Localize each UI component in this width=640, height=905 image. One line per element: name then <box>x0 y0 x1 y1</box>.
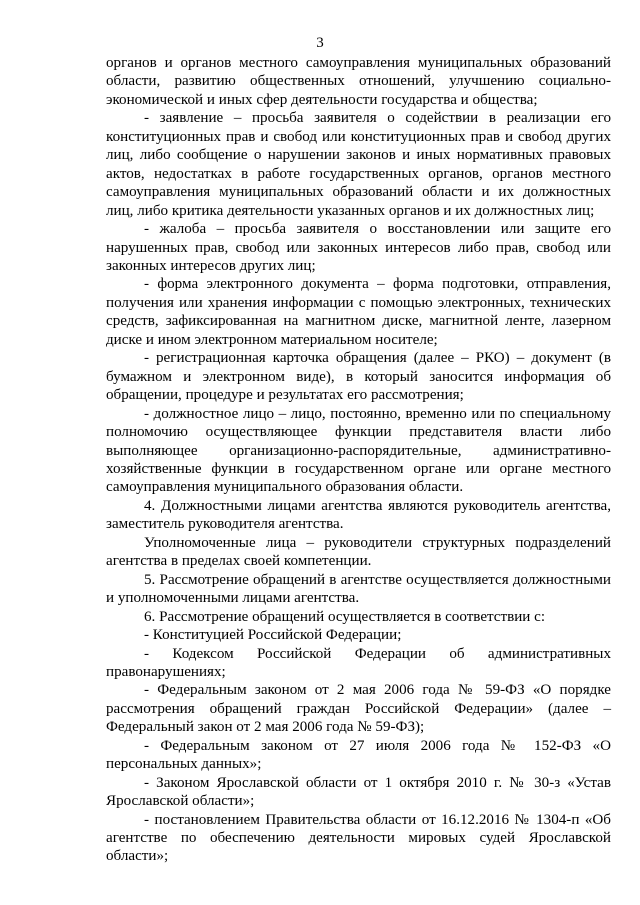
clause-5: 5. Рассмотрение обращений в агентстве осуществляется должностными и уполномоченными лицами агентства. <box>106 571 611 607</box>
law-59-fz: - Федеральным законом от 2 мая 2006 года № 59-ФЗ «О порядке рассмотрения обращений граждан Российской Федерации» (далее – Федеральный закон от 2 мая 2006 года № 59-ФЗ); <box>106 682 611 736</box>
definition-electronic-document: - форма электронного документа – форма подготовки, отправления, получения или хранения информации с помощью электронных, технических средств, зафиксированная на магнитном диске, магнитной ленте, лазерном диске и ином электронном материальном носителе; <box>106 276 611 348</box>
law-152-fz: - Федеральным законом от 27 июля 2006 года № 152-ФЗ «О персональных данных»; <box>106 737 611 773</box>
definition-rko: - регистрационная карточка обращения (далее – РКО) – документ (в бумажном и электронном виде), в который заносится информация об обращении, процедуре и результатах его рассмотрения; <box>106 350 611 404</box>
definition-zayavlenie: - заявление – просьба заявителя о содействии в реализации его конституционных прав и свобод или конституционных прав и свобод других лиц, либо сообщение о нарушении законов и иных нормативных правовых актов, недостатках в работе государственных органов, органов местного самоуправления муниципальных образований области и их должностных лиц, либо критика деятельности указанных органов и их должностных лиц; <box>106 110 611 219</box>
page-number: 3 <box>316 35 324 51</box>
resolution-1304-p: - постановлением Правительства области от 16.12.2016 № 1304-п «Об агентстве по обеспечению деятельности мировых судей Ярославской области»; <box>106 811 611 865</box>
law-30-z: - Законом Ярославской области от 1 октября 2010 г. № 30-з «Устав Ярославской области»; <box>106 774 611 810</box>
definition-official: - должностное лицо – лицо, постоянно, временно или по специальному полномочию осуществляющее функции представителя власти либо выполняющее организационно-распорядительные, административно-хозяйственные функции в государственном органе или органе местного самоуправления муниципального образования области. <box>106 405 611 496</box>
clause-4: 4. Должностными лицами агентства являются руководитель агентства, заместитель руководителя агентства. <box>106 497 611 533</box>
law-koap: - Кодексом Российской Федерации об административных правонарушениях; <box>106 645 611 680</box>
clause-6: 6. Рассмотрение обращений осуществляется в соответствии с: <box>144 608 546 625</box>
clause-4-authorized: Уполномоченные лица – руководители структурных подразделений агентства в пределах своей компетенции. <box>106 534 611 570</box>
law-constitution: - Конституцией Российской Федерации; <box>144 627 402 644</box>
document-body <box>106 54 611 866</box>
definition-zhaloba: - жалоба – просьба заявителя о восстановлении или защите его нарушенных прав, свобод или законных интересов либо прав, свобод или законных интересов других лиц; <box>106 221 611 274</box>
paragraph-continuation: органов и органов местного самоуправления муниципальных образований области, развитию общественных отношений, улучшению социально-экономической и иных сфер деятельности государства и общества; <box>106 55 611 108</box>
